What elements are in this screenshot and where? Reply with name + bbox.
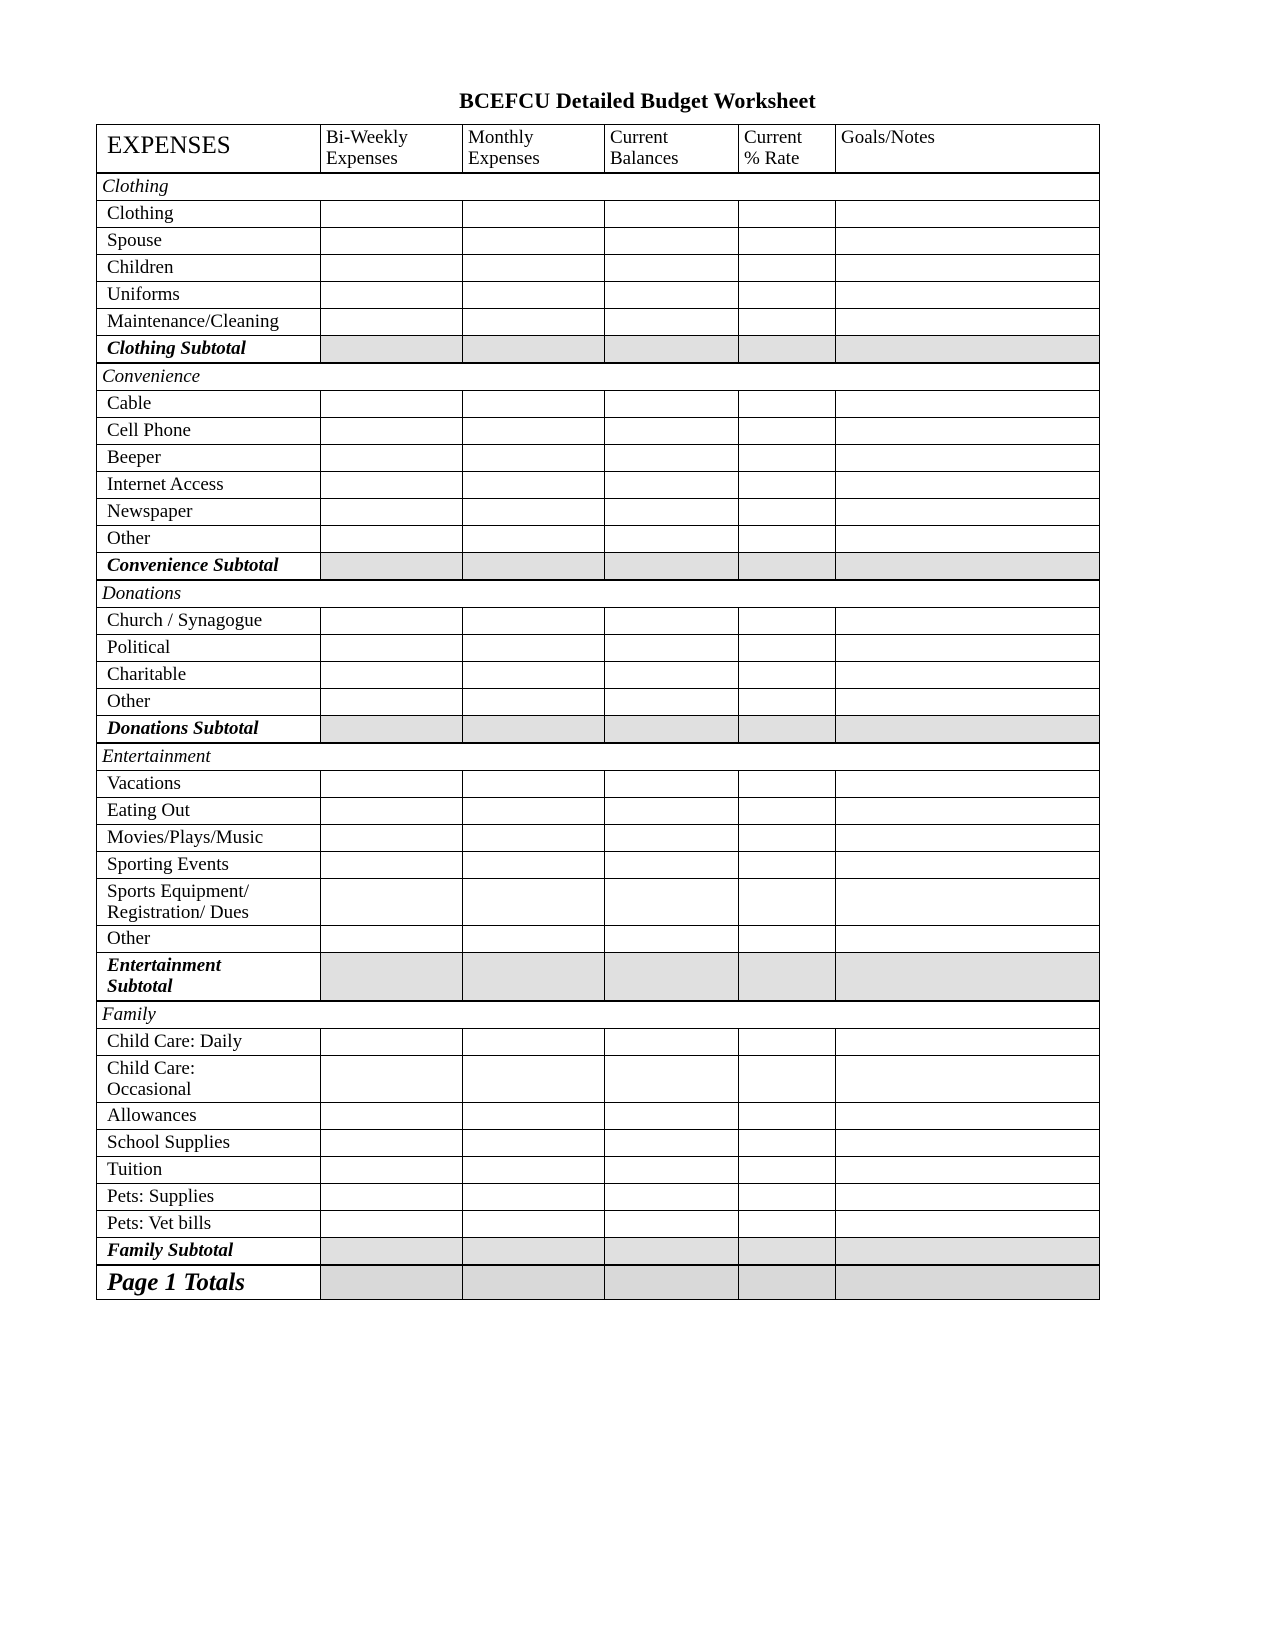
row-label: Internet Access bbox=[97, 471, 321, 498]
cell-rate[interactable] bbox=[739, 227, 836, 254]
cell-notes[interactable] bbox=[836, 525, 1100, 552]
cell-notes[interactable] bbox=[836, 1055, 1100, 1103]
page-totals-label: Page 1 Totals bbox=[97, 1266, 321, 1300]
page-totals-notes[interactable] bbox=[836, 1266, 1100, 1300]
cell-bi-weekly[interactable] bbox=[321, 227, 463, 254]
cell-notes[interactable] bbox=[836, 688, 1100, 715]
cell-notes[interactable] bbox=[836, 851, 1100, 878]
cell-balance[interactable] bbox=[605, 770, 739, 797]
column-header-line2: Balances bbox=[610, 148, 679, 170]
cell-balance[interactable] bbox=[605, 1028, 739, 1055]
cell-notes[interactable] bbox=[836, 1157, 1100, 1184]
cell-balance[interactable] bbox=[605, 1157, 739, 1184]
column-header-monthly-expenses bbox=[463, 125, 605, 173]
cell-bi-weekly[interactable] bbox=[321, 797, 463, 824]
cell-bi-weekly[interactable] bbox=[321, 1130, 463, 1157]
subtotal-monthly[interactable] bbox=[463, 1238, 605, 1265]
row-label: Pets: Supplies bbox=[97, 1184, 321, 1211]
subtotal-notes[interactable] bbox=[836, 335, 1100, 362]
cell-bi-weekly[interactable] bbox=[321, 498, 463, 525]
cell-monthly[interactable] bbox=[463, 227, 605, 254]
table-row[interactable] bbox=[97, 308, 1100, 335]
page-totals-rate[interactable] bbox=[739, 1266, 836, 1300]
cell-notes[interactable] bbox=[836, 661, 1100, 688]
cell-notes[interactable] bbox=[836, 797, 1100, 824]
cell-notes[interactable] bbox=[836, 471, 1100, 498]
cell-monthly[interactable] bbox=[463, 308, 605, 335]
table-row[interactable] bbox=[97, 254, 1100, 281]
cell-rate[interactable] bbox=[739, 1130, 836, 1157]
table-row[interactable] bbox=[97, 390, 1100, 417]
cell-monthly[interactable] bbox=[463, 1130, 605, 1157]
row-label: Tuition bbox=[97, 1157, 321, 1184]
cell-rate[interactable] bbox=[739, 525, 836, 552]
cell-notes[interactable] bbox=[836, 1211, 1100, 1238]
cell-bi-weekly[interactable] bbox=[321, 770, 463, 797]
subtotal-row-donations bbox=[97, 715, 1100, 742]
cell-monthly[interactable] bbox=[463, 1103, 605, 1130]
row-label: Sporting Events bbox=[97, 851, 321, 878]
row-label: School Supplies bbox=[97, 1130, 321, 1157]
cell-bi-weekly[interactable] bbox=[321, 878, 463, 926]
row-label: Movies/Plays/Music bbox=[97, 824, 321, 851]
column-header-line1: Bi-Weekly bbox=[326, 127, 408, 148]
column-header-current-rate bbox=[739, 125, 836, 173]
table-row[interactable] bbox=[97, 417, 1100, 444]
cell-balance[interactable] bbox=[605, 851, 739, 878]
table-row[interactable] bbox=[97, 1184, 1100, 1211]
subtotal-balance[interactable] bbox=[605, 552, 739, 579]
cell-balance[interactable] bbox=[605, 525, 739, 552]
section-clothing bbox=[96, 173, 1100, 363]
cell-monthly[interactable] bbox=[463, 797, 605, 824]
row-label: Clothing bbox=[97, 200, 321, 227]
cell-monthly[interactable] bbox=[463, 254, 605, 281]
section-title-row bbox=[97, 580, 1100, 607]
cell-rate[interactable] bbox=[739, 770, 836, 797]
row-label: Cell Phone bbox=[97, 417, 321, 444]
cell-monthly[interactable] bbox=[463, 1157, 605, 1184]
subtotal-bi-weekly[interactable] bbox=[321, 953, 463, 1001]
cell-bi-weekly[interactable] bbox=[321, 1211, 463, 1238]
subtotal-row-entertainment bbox=[97, 953, 1100, 1001]
table-row[interactable] bbox=[97, 444, 1100, 471]
cell-bi-weekly[interactable] bbox=[321, 417, 463, 444]
cell-balance[interactable] bbox=[605, 661, 739, 688]
cell-rate[interactable] bbox=[739, 390, 836, 417]
cell-bi-weekly[interactable] bbox=[321, 824, 463, 851]
cell-balance[interactable] bbox=[605, 254, 739, 281]
section-title-family: Family bbox=[97, 1001, 1100, 1028]
column-header-bi-weekly-expenses bbox=[321, 125, 463, 173]
table-row[interactable] bbox=[97, 200, 1100, 227]
subtotal-balance[interactable] bbox=[605, 953, 739, 1001]
cell-monthly[interactable] bbox=[463, 851, 605, 878]
table-row[interactable] bbox=[97, 661, 1100, 688]
cell-bi-weekly[interactable] bbox=[321, 471, 463, 498]
cell-notes[interactable] bbox=[836, 878, 1100, 926]
cell-bi-weekly[interactable] bbox=[321, 525, 463, 552]
cell-notes[interactable] bbox=[836, 770, 1100, 797]
cell-bi-weekly[interactable] bbox=[321, 1184, 463, 1211]
expenses-header: EXPENSES bbox=[97, 125, 321, 173]
subtotal-monthly[interactable] bbox=[463, 335, 605, 362]
row-label bbox=[97, 1055, 321, 1103]
cell-bi-weekly[interactable] bbox=[321, 634, 463, 661]
row-label: Other bbox=[97, 926, 321, 953]
header-row bbox=[97, 125, 1100, 173]
subtotal-row-convenience bbox=[97, 552, 1100, 579]
subtotal-balance[interactable] bbox=[605, 715, 739, 742]
table-row[interactable] bbox=[97, 227, 1100, 254]
cell-monthly[interactable] bbox=[463, 200, 605, 227]
cell-balance[interactable] bbox=[605, 417, 739, 444]
cell-rate[interactable] bbox=[739, 254, 836, 281]
cell-monthly[interactable] bbox=[463, 661, 605, 688]
table-row[interactable] bbox=[97, 688, 1100, 715]
section-title-row bbox=[97, 363, 1100, 390]
table-row[interactable] bbox=[97, 1211, 1100, 1238]
cell-balance[interactable] bbox=[605, 878, 739, 926]
table-row[interactable] bbox=[97, 1130, 1100, 1157]
table-row[interactable] bbox=[97, 1055, 1100, 1103]
subtotal-bi-weekly[interactable] bbox=[321, 335, 463, 362]
column-header-goals-notes bbox=[836, 125, 1100, 173]
subtotal-label: Donations Subtotal bbox=[97, 715, 321, 742]
table-row[interactable] bbox=[97, 281, 1100, 308]
cell-balance[interactable] bbox=[605, 797, 739, 824]
section-title-clothing: Clothing bbox=[97, 173, 1100, 200]
subtotal-notes[interactable] bbox=[836, 953, 1100, 1001]
cell-rate[interactable] bbox=[739, 824, 836, 851]
cell-monthly[interactable] bbox=[463, 1211, 605, 1238]
cell-notes[interactable] bbox=[836, 390, 1100, 417]
row-label: Spouse bbox=[97, 227, 321, 254]
cell-rate[interactable] bbox=[739, 607, 836, 634]
cell-balance[interactable] bbox=[605, 926, 739, 953]
row-label: Newspaper bbox=[97, 498, 321, 525]
table-row[interactable] bbox=[97, 471, 1100, 498]
subtotal-notes[interactable] bbox=[836, 715, 1100, 742]
cell-rate[interactable] bbox=[739, 661, 836, 688]
cell-notes[interactable] bbox=[836, 1130, 1100, 1157]
subtotal-label-line1: Entertainment bbox=[107, 955, 222, 977]
column-header-line1: Current bbox=[744, 127, 803, 148]
cell-bi-weekly[interactable] bbox=[321, 851, 463, 878]
cell-bi-weekly[interactable] bbox=[321, 1028, 463, 1055]
cell-monthly[interactable] bbox=[463, 444, 605, 471]
table-row[interactable] bbox=[97, 498, 1100, 525]
cell-balance[interactable] bbox=[605, 1055, 739, 1103]
page-totals-table bbox=[96, 1265, 1100, 1300]
row-label-line1: Sports Equipment/ bbox=[107, 880, 249, 902]
cell-bi-weekly[interactable] bbox=[321, 200, 463, 227]
cell-rate[interactable] bbox=[739, 1028, 836, 1055]
cell-notes[interactable] bbox=[836, 254, 1100, 281]
row-label: Cable bbox=[97, 390, 321, 417]
cell-balance[interactable] bbox=[605, 498, 739, 525]
section-title-donations: Donations bbox=[97, 580, 1100, 607]
cell-bi-weekly[interactable] bbox=[321, 661, 463, 688]
subtotal-balance[interactable] bbox=[605, 335, 739, 362]
cell-monthly[interactable] bbox=[463, 634, 605, 661]
row-label: Eating Out bbox=[97, 797, 321, 824]
subtotal-label-line2: Subtotal bbox=[107, 976, 173, 998]
subtotal-row-family bbox=[97, 1238, 1100, 1265]
subtotal-balance[interactable] bbox=[605, 1238, 739, 1265]
cell-rate[interactable] bbox=[739, 1184, 836, 1211]
page-totals-row bbox=[97, 1266, 1100, 1300]
cell-balance[interactable] bbox=[605, 1211, 739, 1238]
row-label-line2: Registration/ Dues bbox=[107, 901, 249, 923]
table-row[interactable] bbox=[97, 1103, 1100, 1130]
table-row[interactable] bbox=[97, 878, 1100, 926]
row-label: Charitable bbox=[97, 661, 321, 688]
column-header-line1: Monthly bbox=[468, 127, 534, 148]
cell-bi-weekly[interactable] bbox=[321, 390, 463, 417]
cell-rate[interactable] bbox=[739, 1103, 836, 1130]
column-header-table bbox=[96, 124, 1100, 173]
row-label: Allowances bbox=[97, 1103, 321, 1130]
cell-balance[interactable] bbox=[605, 634, 739, 661]
cell-monthly[interactable] bbox=[463, 926, 605, 953]
column-header-line2: % Rate bbox=[744, 148, 800, 170]
section-entertainment bbox=[96, 743, 1100, 1001]
cell-bi-weekly[interactable] bbox=[321, 254, 463, 281]
cell-monthly[interactable] bbox=[463, 281, 605, 308]
cell-monthly[interactable] bbox=[463, 770, 605, 797]
cell-monthly[interactable] bbox=[463, 607, 605, 634]
cell-balance[interactable] bbox=[605, 688, 739, 715]
column-header-line1: Current bbox=[610, 127, 669, 148]
cell-monthly[interactable] bbox=[463, 688, 605, 715]
cell-rate[interactable] bbox=[739, 1055, 836, 1103]
cell-balance[interactable] bbox=[605, 444, 739, 471]
table-row[interactable] bbox=[97, 797, 1100, 824]
cell-notes[interactable] bbox=[836, 444, 1100, 471]
row-label: Children bbox=[97, 254, 321, 281]
cell-balance[interactable] bbox=[605, 824, 739, 851]
cell-monthly[interactable] bbox=[463, 390, 605, 417]
cell-monthly[interactable] bbox=[463, 498, 605, 525]
table-row[interactable] bbox=[97, 634, 1100, 661]
cell-bi-weekly[interactable] bbox=[321, 1103, 463, 1130]
cell-balance[interactable] bbox=[605, 1130, 739, 1157]
cell-rate[interactable] bbox=[739, 634, 836, 661]
subtotal-label: Family Subtotal bbox=[97, 1238, 321, 1265]
cell-monthly[interactable] bbox=[463, 1055, 605, 1103]
subtotal-label bbox=[97, 953, 321, 1001]
subtotal-monthly[interactable] bbox=[463, 552, 605, 579]
table-row[interactable] bbox=[97, 1028, 1100, 1055]
cell-rate[interactable] bbox=[739, 471, 836, 498]
column-header-line2: Expenses bbox=[468, 148, 540, 170]
row-label: Church / Synagogue bbox=[97, 607, 321, 634]
row-label: Maintenance/Cleaning bbox=[97, 308, 321, 335]
cell-balance[interactable] bbox=[605, 1103, 739, 1130]
row-label: Political bbox=[97, 634, 321, 661]
table-row[interactable] bbox=[97, 824, 1100, 851]
cell-notes[interactable] bbox=[836, 417, 1100, 444]
cell-bi-weekly[interactable] bbox=[321, 926, 463, 953]
cell-notes[interactable] bbox=[836, 824, 1100, 851]
subtotal-rate[interactable] bbox=[739, 1238, 836, 1265]
row-label: Uniforms bbox=[97, 281, 321, 308]
cell-monthly[interactable] bbox=[463, 1184, 605, 1211]
cell-rate[interactable] bbox=[739, 851, 836, 878]
table-row[interactable] bbox=[97, 607, 1100, 634]
cell-monthly[interactable] bbox=[463, 1028, 605, 1055]
cell-monthly[interactable] bbox=[463, 417, 605, 444]
subtotal-label: Clothing Subtotal bbox=[97, 335, 321, 362]
cell-notes[interactable] bbox=[836, 200, 1100, 227]
cell-rate[interactable] bbox=[739, 926, 836, 953]
subtotal-notes[interactable] bbox=[836, 552, 1100, 579]
cell-balance[interactable] bbox=[605, 1184, 739, 1211]
cell-notes[interactable] bbox=[836, 1103, 1100, 1130]
cell-rate[interactable] bbox=[739, 444, 836, 471]
subtotal-rate[interactable] bbox=[739, 552, 836, 579]
cell-rate[interactable] bbox=[739, 1211, 836, 1238]
table-row[interactable] bbox=[97, 1157, 1100, 1184]
cell-notes[interactable] bbox=[836, 227, 1100, 254]
subtotal-rate[interactable] bbox=[739, 715, 836, 742]
table-row[interactable] bbox=[97, 525, 1100, 552]
subtotal-row-clothing bbox=[97, 335, 1100, 362]
table-row[interactable] bbox=[97, 926, 1100, 953]
subtotal-monthly[interactable] bbox=[463, 953, 605, 1001]
cell-bi-weekly[interactable] bbox=[321, 607, 463, 634]
page-totals-balance[interactable] bbox=[605, 1266, 739, 1300]
cell-rate[interactable] bbox=[739, 797, 836, 824]
section-donations bbox=[96, 580, 1100, 743]
page-title: BCEFCU Detailed Budget Worksheet bbox=[459, 88, 816, 113]
cell-balance[interactable] bbox=[605, 607, 739, 634]
row-label: Vacations bbox=[97, 770, 321, 797]
subtotal-monthly[interactable] bbox=[463, 715, 605, 742]
cell-notes[interactable] bbox=[836, 1028, 1100, 1055]
section-convenience bbox=[96, 363, 1100, 580]
row-label: Beeper bbox=[97, 444, 321, 471]
cell-notes[interactable] bbox=[836, 607, 1100, 634]
subtotal-label: Convenience Subtotal bbox=[97, 552, 321, 579]
column-header-current-balances bbox=[605, 125, 739, 173]
section-title-entertainment: Entertainment bbox=[97, 743, 1100, 770]
page-totals-bi-weekly[interactable] bbox=[321, 1266, 463, 1300]
row-label: Pets: Vet bills bbox=[97, 1211, 321, 1238]
table-row[interactable] bbox=[97, 770, 1100, 797]
cell-rate[interactable] bbox=[739, 281, 836, 308]
subtotal-bi-weekly[interactable] bbox=[321, 715, 463, 742]
cell-rate[interactable] bbox=[739, 417, 836, 444]
cell-balance[interactable] bbox=[605, 281, 739, 308]
cell-notes[interactable] bbox=[836, 634, 1100, 661]
subtotal-bi-weekly[interactable] bbox=[321, 552, 463, 579]
cell-balance[interactable] bbox=[605, 200, 739, 227]
cell-balance[interactable] bbox=[605, 227, 739, 254]
cell-monthly[interactable] bbox=[463, 878, 605, 926]
cell-rate[interactable] bbox=[739, 498, 836, 525]
cell-balance[interactable] bbox=[605, 390, 739, 417]
cell-bi-weekly[interactable] bbox=[321, 1055, 463, 1103]
column-header-line1: Goals/Notes bbox=[841, 127, 935, 148]
section-title-row bbox=[97, 1001, 1100, 1028]
section-title-convenience: Convenience bbox=[97, 363, 1100, 390]
cell-bi-weekly[interactable] bbox=[321, 688, 463, 715]
row-label: Child Care: Daily bbox=[97, 1028, 321, 1055]
subtotal-bi-weekly[interactable] bbox=[321, 1238, 463, 1265]
row-label bbox=[97, 878, 321, 926]
row-label: Other bbox=[97, 525, 321, 552]
page-totals-monthly[interactable] bbox=[463, 1266, 605, 1300]
section-title-row bbox=[97, 173, 1100, 200]
cell-rate[interactable] bbox=[739, 200, 836, 227]
cell-monthly[interactable] bbox=[463, 824, 605, 851]
subtotal-rate[interactable] bbox=[739, 953, 836, 1001]
cell-balance[interactable] bbox=[605, 308, 739, 335]
cell-bi-weekly[interactable] bbox=[321, 444, 463, 471]
row-label: Other bbox=[97, 688, 321, 715]
cell-rate[interactable] bbox=[739, 1157, 836, 1184]
cell-balance[interactable] bbox=[605, 471, 739, 498]
cell-bi-weekly[interactable] bbox=[321, 281, 463, 308]
cell-notes[interactable] bbox=[836, 281, 1100, 308]
section-family bbox=[96, 1001, 1100, 1266]
cell-monthly[interactable] bbox=[463, 471, 605, 498]
cell-rate[interactable] bbox=[739, 878, 836, 926]
row-label-line2: Occasional bbox=[107, 1078, 192, 1100]
cell-rate[interactable] bbox=[739, 688, 836, 715]
section-title-row bbox=[97, 743, 1100, 770]
cell-notes[interactable] bbox=[836, 926, 1100, 953]
cell-notes[interactable] bbox=[836, 1184, 1100, 1211]
table-row[interactable] bbox=[97, 851, 1100, 878]
cell-notes[interactable] bbox=[836, 308, 1100, 335]
column-header-line2: Expenses bbox=[326, 148, 398, 170]
subtotal-notes[interactable] bbox=[836, 1238, 1100, 1265]
cell-bi-weekly[interactable] bbox=[321, 1157, 463, 1184]
cell-bi-weekly[interactable] bbox=[321, 308, 463, 335]
cell-notes[interactable] bbox=[836, 498, 1100, 525]
cell-rate[interactable] bbox=[739, 308, 836, 335]
row-label-line1: Child Care: bbox=[107, 1057, 196, 1079]
cell-monthly[interactable] bbox=[463, 525, 605, 552]
subtotal-rate[interactable] bbox=[739, 335, 836, 362]
